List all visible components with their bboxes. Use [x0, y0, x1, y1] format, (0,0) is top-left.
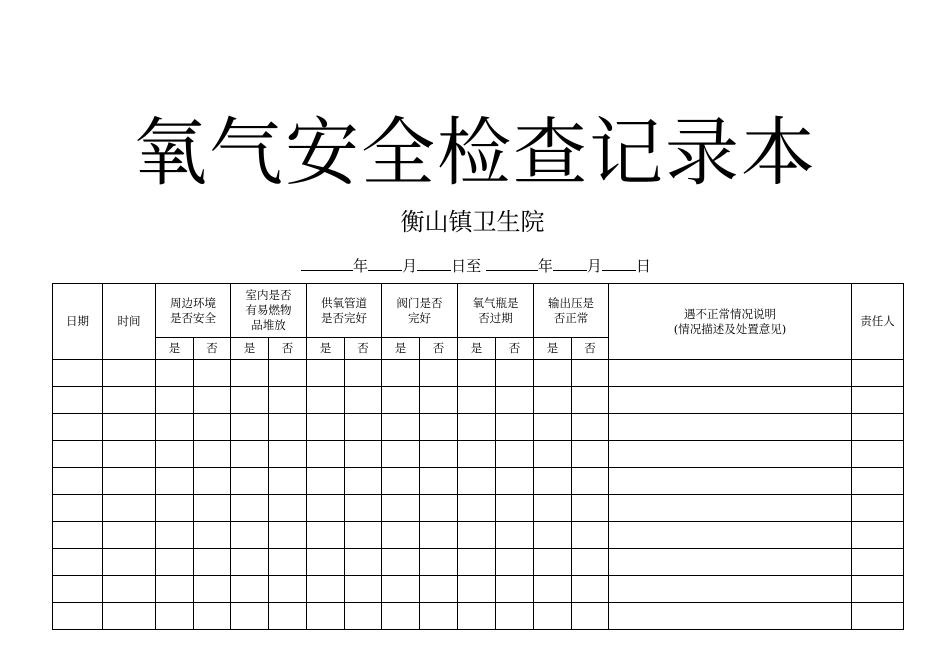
- cell-cylinder-yes[interactable]: [458, 522, 496, 549]
- cell-valve-no[interactable]: [420, 549, 458, 576]
- cell-surroundings-yes[interactable]: [156, 360, 194, 387]
- table-row: [53, 522, 904, 549]
- cell-pipeline-yes[interactable]: [307, 387, 345, 414]
- cell-time[interactable]: [103, 522, 156, 549]
- month-label: 月: [402, 257, 418, 275]
- cell-indoor-yes[interactable]: [231, 468, 269, 495]
- cell-abnormal-explanation[interactable]: [609, 468, 852, 495]
- cell-cylinder-no[interactable]: [496, 495, 534, 522]
- yes-label: 是: [458, 338, 496, 360]
- year-label: 年: [353, 257, 369, 275]
- cell-date[interactable]: [53, 576, 103, 603]
- cell-indoor-yes[interactable]: [231, 441, 269, 468]
- cell-abnormal-explanation[interactable]: [609, 414, 852, 441]
- cell-valve-yes[interactable]: [382, 468, 420, 495]
- header-surroundings-text: 周边环境是否安全: [170, 295, 216, 325]
- header-valve-intact: [382, 284, 458, 338]
- cell-pressure-no[interactable]: [572, 468, 609, 495]
- cell-surroundings-no[interactable]: [194, 414, 231, 441]
- header-pressure-normal: [534, 284, 609, 338]
- cell-cylinder-no[interactable]: [496, 576, 534, 603]
- cell-cylinder-no[interactable]: [496, 468, 534, 495]
- cell-abnormal-explanation[interactable]: [609, 576, 852, 603]
- cell-date[interactable]: [53, 549, 103, 576]
- document-title: 氧气安全检查记录本: [133, 110, 817, 196]
- cell-valve-yes[interactable]: [382, 387, 420, 414]
- cell-cylinder-yes[interactable]: [458, 414, 496, 441]
- cell-cylinder-no[interactable]: [496, 441, 534, 468]
- cell-pressure-no[interactable]: [572, 495, 609, 522]
- cell-indoor-yes[interactable]: [231, 495, 269, 522]
- cell-surroundings-yes[interactable]: [156, 387, 194, 414]
- cell-responsible-person[interactable]: [852, 441, 904, 468]
- cell-cylinder-yes[interactable]: [458, 360, 496, 387]
- cell-cylinder-yes[interactable]: [458, 468, 496, 495]
- cell-time[interactable]: [103, 441, 156, 468]
- header-surroundings-safe: [156, 284, 231, 338]
- cell-pipeline-no[interactable]: [345, 387, 382, 414]
- header-pipeline-text: 供氧管道是否完好: [321, 295, 367, 325]
- table-row: [53, 414, 904, 441]
- cell-valve-yes[interactable]: [382, 441, 420, 468]
- cell-pipeline-no[interactable]: [345, 549, 382, 576]
- cell-valve-no[interactable]: [420, 576, 458, 603]
- cell-pressure-no[interactable]: [572, 522, 609, 549]
- cell-responsible-person[interactable]: [852, 360, 904, 387]
- cell-date[interactable]: [53, 495, 103, 522]
- cell-pressure-yes[interactable]: [534, 549, 572, 576]
- cell-date[interactable]: [53, 522, 103, 549]
- date-range-line: [0, 256, 950, 276]
- yes-label: 是: [382, 338, 420, 360]
- cell-indoor-yes[interactable]: [231, 522, 269, 549]
- cell-responsible-person[interactable]: [852, 387, 904, 414]
- cell-time[interactable]: [103, 549, 156, 576]
- cell-valve-yes[interactable]: [382, 360, 420, 387]
- header-cylinder-text: 氧气瓶是否过期: [472, 295, 519, 325]
- table-row: [53, 549, 904, 576]
- cell-cylinder-yes[interactable]: [458, 441, 496, 468]
- cell-surroundings-yes[interactable]: [156, 414, 194, 441]
- cell-valve-yes[interactable]: [382, 576, 420, 603]
- cell-pipeline-yes[interactable]: [307, 549, 345, 576]
- cell-surroundings-yes[interactable]: [156, 576, 194, 603]
- cell-pipeline-no[interactable]: [345, 576, 382, 603]
- cell-responsible-person[interactable]: [852, 549, 904, 576]
- cell-pipeline-yes[interactable]: [307, 360, 345, 387]
- cell-cylinder-no[interactable]: [496, 414, 534, 441]
- cell-abnormal-explanation[interactable]: [609, 549, 852, 576]
- cell-pipeline-yes[interactable]: [307, 576, 345, 603]
- cell-pressure-no[interactable]: [572, 387, 609, 414]
- cell-cylinder-yes[interactable]: [458, 576, 496, 603]
- header-indoor-text: 室内是否有易燃物品堆放: [245, 288, 292, 332]
- cell-abnormal-explanation[interactable]: [609, 603, 852, 630]
- cell-pressure-yes[interactable]: [534, 495, 572, 522]
- cell-pressure-yes[interactable]: [534, 441, 572, 468]
- cell-valve-yes[interactable]: [382, 414, 420, 441]
- table-row: [53, 603, 904, 630]
- cell-responsible-person[interactable]: [852, 576, 904, 603]
- header-pipeline-intact: [307, 284, 382, 338]
- cell-valve-yes[interactable]: [382, 495, 420, 522]
- cell-abnormal-explanation[interactable]: [609, 360, 852, 387]
- cell-indoor-no[interactable]: [269, 522, 307, 549]
- cell-valve-no[interactable]: [420, 360, 458, 387]
- header-responsible-person: 责任人: [852, 284, 904, 360]
- cell-responsible-person[interactable]: [852, 414, 904, 441]
- end-day-blank[interactable]: [602, 256, 636, 271]
- cell-cylinder-no[interactable]: [496, 603, 534, 630]
- no-label: 否: [496, 338, 534, 360]
- cell-pressure-no[interactable]: [572, 360, 609, 387]
- cell-cylinder-yes[interactable]: [458, 387, 496, 414]
- cell-indoor-no[interactable]: [269, 441, 307, 468]
- table-row: [53, 576, 904, 603]
- to-label: 至: [466, 257, 482, 275]
- header-abnormal-text: 遇不正常情况说明: [684, 306, 776, 321]
- cell-date[interactable]: [53, 387, 103, 414]
- cell-valve-no[interactable]: [420, 603, 458, 630]
- cell-abnormal-explanation[interactable]: [609, 495, 852, 522]
- cell-pressure-yes[interactable]: [534, 360, 572, 387]
- cell-pipeline-yes[interactable]: [307, 495, 345, 522]
- cell-date[interactable]: [53, 441, 103, 468]
- cell-pressure-no[interactable]: [572, 549, 609, 576]
- cell-surroundings-no[interactable]: [194, 549, 231, 576]
- cell-valve-yes[interactable]: [382, 549, 420, 576]
- cell-valve-no[interactable]: [420, 441, 458, 468]
- cell-indoor-yes[interactable]: [231, 360, 269, 387]
- cell-pipeline-no[interactable]: [345, 414, 382, 441]
- cell-abnormal-explanation[interactable]: [609, 387, 852, 414]
- cell-indoor-no[interactable]: [269, 549, 307, 576]
- cell-pipeline-yes[interactable]: [307, 468, 345, 495]
- end-year-blank[interactable]: [486, 256, 538, 271]
- day-label: 日: [635, 257, 651, 275]
- cell-cylinder-no[interactable]: [496, 549, 534, 576]
- table-row: [53, 360, 904, 387]
- cell-time[interactable]: [103, 387, 156, 414]
- cell-indoor-no[interactable]: [269, 603, 307, 630]
- cell-surroundings-no[interactable]: [194, 387, 231, 414]
- cell-pipeline-yes[interactable]: [307, 414, 345, 441]
- cell-cylinder-no[interactable]: [496, 360, 534, 387]
- cell-indoor-yes[interactable]: [231, 549, 269, 576]
- cell-indoor-yes[interactable]: [231, 603, 269, 630]
- cell-surroundings-no[interactable]: [194, 603, 231, 630]
- header-indoor-flammables: [231, 284, 307, 338]
- day-label: 日: [451, 257, 467, 275]
- cell-pipeline-yes[interactable]: [307, 522, 345, 549]
- header-time: 时间: [103, 284, 156, 360]
- cell-indoor-no[interactable]: [269, 414, 307, 441]
- cell-time[interactable]: [103, 468, 156, 495]
- cell-responsible-person[interactable]: [852, 603, 904, 630]
- header-abnormal-explanation: [609, 284, 852, 360]
- cell-surroundings-yes[interactable]: [156, 495, 194, 522]
- yes-label: 是: [231, 338, 269, 360]
- table-row: [53, 468, 904, 495]
- cell-pressure-no[interactable]: [572, 441, 609, 468]
- header-date: 日期: [53, 284, 103, 360]
- cell-responsible-person[interactable]: [852, 522, 904, 549]
- start-day-blank[interactable]: [417, 256, 451, 271]
- cell-time[interactable]: [103, 603, 156, 630]
- no-label: 否: [572, 338, 609, 360]
- institution-name: 衡山镇卫生院: [400, 208, 545, 236]
- cell-pressure-no[interactable]: [572, 576, 609, 603]
- cell-pipeline-yes[interactable]: [307, 441, 345, 468]
- cell-surroundings-no[interactable]: [194, 468, 231, 495]
- cell-pressure-yes[interactable]: [534, 387, 572, 414]
- cell-pressure-yes[interactable]: [534, 603, 572, 630]
- yes-label: 是: [534, 338, 572, 360]
- cell-valve-yes[interactable]: [382, 522, 420, 549]
- table-row: [53, 495, 904, 522]
- cell-pressure-yes[interactable]: [534, 468, 572, 495]
- cell-pipeline-yes[interactable]: [307, 603, 345, 630]
- cell-indoor-no[interactable]: [269, 468, 307, 495]
- start-year-blank[interactable]: [301, 256, 353, 271]
- cell-surroundings-no[interactable]: [194, 576, 231, 603]
- cell-pipeline-no[interactable]: [345, 603, 382, 630]
- cell-indoor-yes[interactable]: [231, 387, 269, 414]
- cell-time[interactable]: [103, 576, 156, 603]
- cell-pipeline-no[interactable]: [345, 441, 382, 468]
- cell-cylinder-yes[interactable]: [458, 495, 496, 522]
- cell-responsible-person[interactable]: [852, 468, 904, 495]
- cell-valve-no[interactable]: [420, 387, 458, 414]
- cell-time[interactable]: [103, 414, 156, 441]
- cell-pressure-yes[interactable]: [534, 414, 572, 441]
- yes-label: 是: [307, 338, 345, 360]
- cell-date[interactable]: [53, 414, 103, 441]
- month-label: 月: [586, 257, 602, 275]
- cell-time[interactable]: [103, 495, 156, 522]
- header-valve-text: 阀门是否完好: [396, 295, 443, 325]
- start-month-blank[interactable]: [368, 256, 402, 271]
- cell-surroundings-yes[interactable]: [156, 441, 194, 468]
- cell-surroundings-no[interactable]: [194, 360, 231, 387]
- table-row: [53, 441, 904, 468]
- cell-cylinder-no[interactable]: [496, 387, 534, 414]
- table-row: [53, 387, 904, 414]
- inspection-log-table: [52, 283, 904, 630]
- cell-date[interactable]: [53, 468, 103, 495]
- cell-pipeline-no[interactable]: [345, 522, 382, 549]
- cell-valve-no[interactable]: [420, 495, 458, 522]
- cell-indoor-yes[interactable]: [231, 576, 269, 603]
- cell-cylinder-yes[interactable]: [458, 603, 496, 630]
- cell-pressure-yes[interactable]: [534, 522, 572, 549]
- cell-pipeline-no[interactable]: [345, 360, 382, 387]
- cell-indoor-no[interactable]: [269, 495, 307, 522]
- cell-surroundings-no[interactable]: [194, 522, 231, 549]
- cell-time[interactable]: [103, 360, 156, 387]
- cell-pipeline-no[interactable]: [345, 495, 382, 522]
- cell-surroundings-no[interactable]: [194, 441, 231, 468]
- header-pressure-text: 输出压是否正常: [548, 295, 594, 325]
- year-label: 年: [537, 257, 553, 275]
- cell-responsible-person[interactable]: [852, 495, 904, 522]
- cell-indoor-no[interactable]: [269, 576, 307, 603]
- cell-indoor-no[interactable]: [269, 360, 307, 387]
- cell-date[interactable]: [53, 360, 103, 387]
- cell-cylinder-yes[interactable]: [458, 549, 496, 576]
- cell-valve-no[interactable]: [420, 468, 458, 495]
- header-cylinder-expired: [458, 284, 534, 338]
- cell-pipeline-no[interactable]: [345, 468, 382, 495]
- cell-indoor-no[interactable]: [269, 387, 307, 414]
- cell-abnormal-explanation[interactable]: [609, 441, 852, 468]
- cell-indoor-yes[interactable]: [231, 414, 269, 441]
- cell-abnormal-explanation[interactable]: [609, 522, 852, 549]
- yes-label: 是: [156, 338, 194, 360]
- cell-pressure-yes[interactable]: [534, 576, 572, 603]
- end-month-blank[interactable]: [553, 256, 587, 271]
- header-abnormal-note: (情况描述及处置意见): [673, 321, 787, 336]
- cell-surroundings-yes[interactable]: [156, 522, 194, 549]
- cell-surroundings-yes[interactable]: [156, 603, 194, 630]
- cell-pressure-no[interactable]: [572, 603, 609, 630]
- cell-cylinder-no[interactable]: [496, 522, 534, 549]
- cell-valve-yes[interactable]: [382, 603, 420, 630]
- cell-date[interactable]: [53, 603, 103, 630]
- no-label: 否: [194, 338, 231, 360]
- cell-valve-no[interactable]: [420, 414, 458, 441]
- cell-pressure-no[interactable]: [572, 414, 609, 441]
- cell-surroundings-no[interactable]: [194, 495, 231, 522]
- cell-surroundings-yes[interactable]: [156, 549, 194, 576]
- no-label: 否: [269, 338, 307, 360]
- no-label: 否: [345, 338, 382, 360]
- no-label: 否: [420, 338, 458, 360]
- cell-valve-no[interactable]: [420, 522, 458, 549]
- cell-surroundings-yes[interactable]: [156, 468, 194, 495]
